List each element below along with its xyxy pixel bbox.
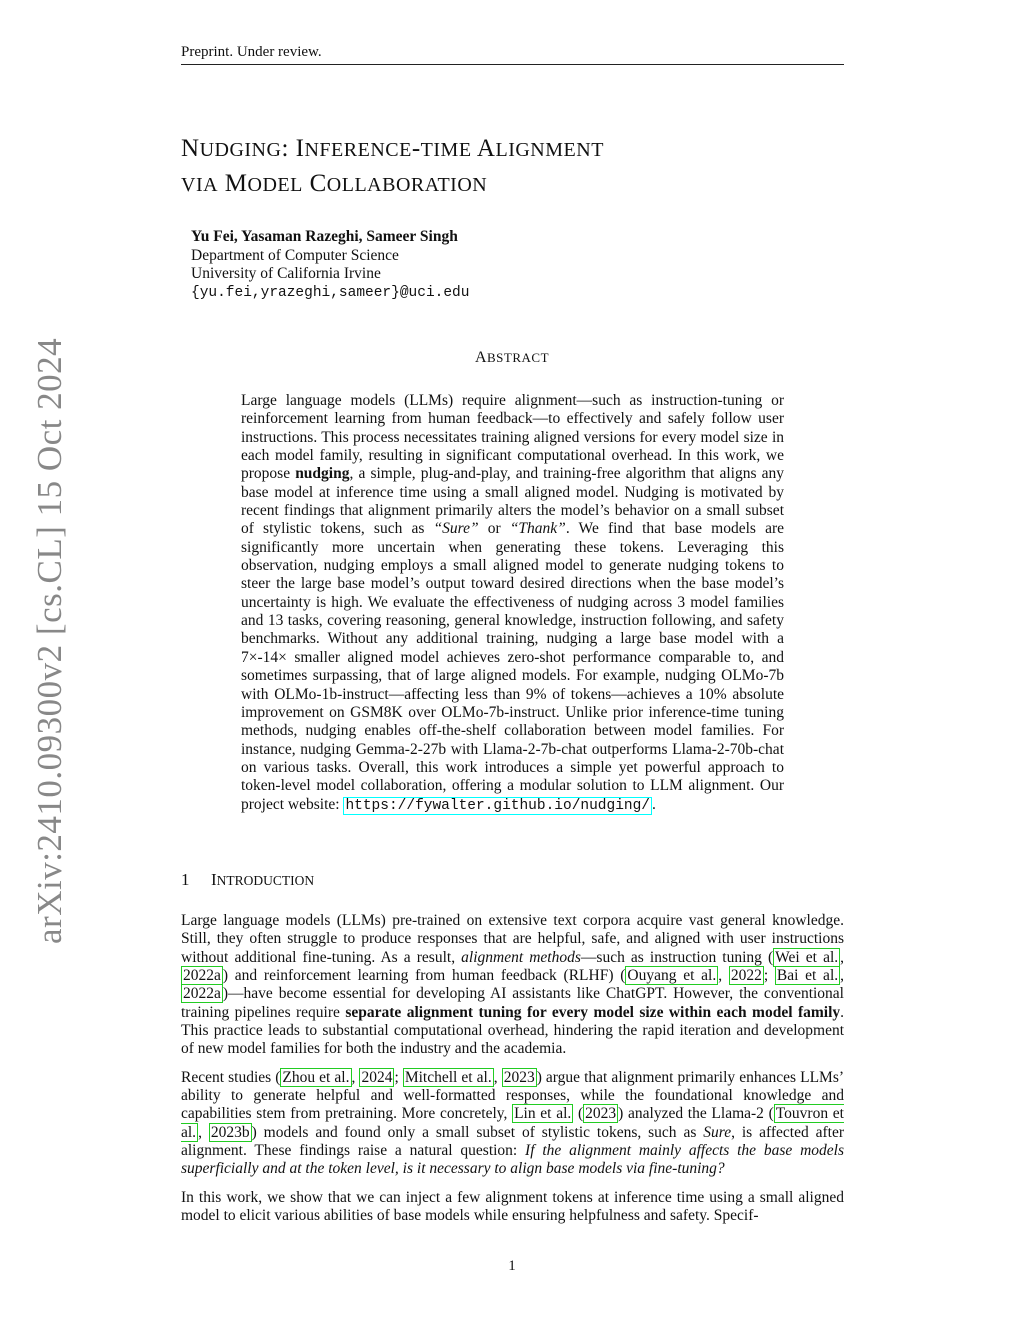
- citation-link[interactable]: Wei et al.: [775, 948, 839, 966]
- abstract-heading: ABSTRACT: [474, 349, 550, 366]
- project-website-link[interactable]: https://fywalter.github.io/nudging/: [345, 797, 651, 814]
- citation-link[interactable]: Lin et al.: [514, 1105, 572, 1123]
- citation-link[interactable]: 2022: [730, 967, 762, 985]
- title-line-1: NUDGING: INFERENCE-TIME ALIGNMENT: [181, 135, 604, 162]
- running-head: Preprint. Under review.: [181, 44, 322, 60]
- author-block: [191, 228, 469, 302]
- arxiv-side-stamp: arXiv:2410.09300v2 [cs.CL] 15 Oct 2024: [30, 337, 69, 944]
- paper-title: [181, 132, 821, 202]
- citation-link[interactable]: 2023b: [210, 1123, 250, 1141]
- citation-link[interactable]: Bai et al.: [776, 967, 839, 985]
- page-number: 1: [508, 1258, 516, 1274]
- citation-link[interactable]: 2023: [585, 1105, 617, 1123]
- abstract-text: Large language models (LLMs) require alignment—such as instruction-tuning or reinforcement learning from human feedback—to effectively and safely follow user instructions. This process necessitates training aligned versions for every model size in each model family, resulting in significant computational overhead. In this work, we propose nudging, a simple, plug-and-play, and training-free algorithm that aligns any base model at inference time using a small aligned model. Nudging is motivated by recent findings that alignment primarily alters the model’s behavior on a small subset of stylistic tokens, such as “Sure” or “Thank”. We find that base models are significantly more uncertain when generating these tokens. Leveraging this observation, nudging employs a small aligned model to generate nudging tokens to steer the large base model’s output toward desired directions when the base model’s uncertainty is high. We evaluate the effectiveness of nudging across 3 model families and 13 tasks, covering reasoning, general knowledge, instruction following, and safety benchmarks. Without any additional training, nudging a large base model with a 7×-14× smaller aligned model achieves zero-shot performance comparable to, and sometimes surpassing, that of large aligned models. For example, nudging OLMo-7b with OLMo-1b-instruct—affecting less than 9% of tokens—achieves a 10% absolute improvement on GSM8K over OLMo-7b-instruct. Unlike prior inference-time tuning methods, nudging enables off-the-shelf collaboration between model families. For instance, nudging Gemma-2-27b with Llama-2-7b-chat outperforms Llama-2-70b-chat on various tasks. Overall, this work introduces a simple yet powerful approach to token-level model collaboration, offering a modular solution to LLM alignment. Our project website: https://fywalter.github.io/nudging/ .: [241, 392, 784, 814]
- paragraph-1: Large language models (LLMs) pre-trained on extensive text corpora acquire vast general knowledge. Still, they often struggle to produce responses that are helpful, safe, and aligned with user instructions without additional fine-tuning. As a result, alignment methods—such as instruction tuning ( Wei et al. , 2022a ) and reinforcement learning from human feedback (RLHF) ( Ouyang et al. , 2022 ; Bai et al. , 2022a )—have become essential for developing AI assistants like ChatGPT. However, the conventional training pipelines require separate alignment tuning for every model size within each model family. This practice leads to substantial computational overhead, hindering the rapid iteration and development of new model families for both the industry and the academia.: [181, 912, 845, 1058]
- citation-link[interactable]: 2022a: [183, 967, 221, 985]
- author-email[interactable]: {yu.fei,yrazeghi,sameer}@uci.edu: [191, 284, 470, 301]
- citation-link[interactable]: Touvron et al.: [181, 1105, 844, 1141]
- paragraph-3: In this work, we show that we can inject a few alignment tokens at inference time using a small aligned model to elicit various abilities of base models while ensuring helpfulness and safety. Specif-: [181, 1188, 844, 1225]
- introduction-body: [181, 912, 844, 1236]
- citation-link[interactable]: 2022a: [183, 985, 221, 1003]
- section-heading-introduction: 1 INTRODUCTION: [181, 870, 315, 889]
- citation-link[interactable]: 2023: [503, 1068, 535, 1086]
- author-names: Yu Fei, Yasaman Razeghi, Sameer Singh: [191, 228, 458, 245]
- citation-link[interactable]: Ouyang et al.: [627, 967, 717, 985]
- header-rule: [181, 64, 844, 65]
- citation-link[interactable]: Mitchell et al.: [404, 1068, 492, 1086]
- citation-link[interactable]: Zhou et al.: [282, 1068, 350, 1086]
- title-line-2: VIA MODEL COLLABORATION: [181, 170, 488, 197]
- paragraph-2: Recent studies ( Zhou et al. , 2024 ; Mitchell et al. , 2023 ) argue that alignment primarily enhances LLMs’ ability to generate helpful and well-formatted responses, while the foundational knowledge and capabilities stem from pretraining. More concretely, Lin et al. ( 2023 ) analyzed the Llama-2 ( Touvron et al. , 2023b ) models and found only a small subset of stylistic tokens, such as Sure, is affected after alignment. These findings raise a natural question: If the alignment mainly affects the base models superficially and at the token level, is it necessary to align base models via fine-tuning?: [181, 1068, 845, 1178]
- author-department: Department of Computer Science: [191, 246, 399, 264]
- citation-link[interactable]: 2024: [361, 1068, 393, 1086]
- author-university: University of California Irvine: [191, 265, 381, 282]
